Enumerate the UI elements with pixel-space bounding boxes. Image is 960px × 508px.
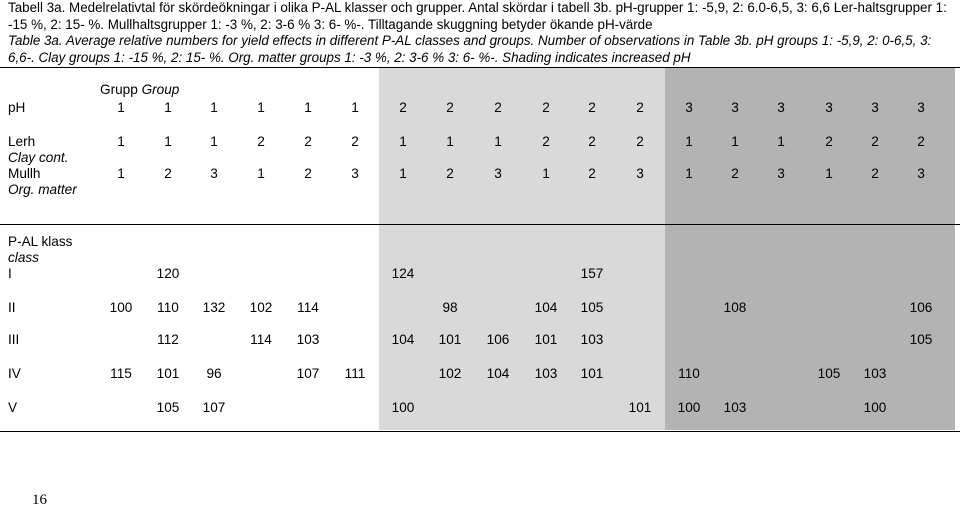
- clay-group-cell: 2: [588, 134, 596, 149]
- relative-yield-cell: 115: [110, 366, 132, 381]
- relative-yield-cell: 100: [391, 400, 415, 415]
- row-label-ph: pH: [8, 100, 26, 115]
- relative-yield-cell: 103: [863, 366, 887, 381]
- org-group-cell: 1: [825, 166, 833, 181]
- org-group-cell: 1: [399, 166, 407, 181]
- relative-yield-cell: 105: [817, 366, 841, 381]
- row-label-org-en: Org. matter: [8, 182, 77, 197]
- relative-yield-cell: 106: [486, 332, 510, 347]
- relative-yield-cell: 124: [391, 266, 415, 281]
- caption-swedish: Tabell 3a. Medelrelativtal för skördeökningar i olika P-AL klasser och grupper. Antal skördar i tabell 3b. pH-grupper 1: -5,9, 2: 6.0-6,5, 3: 6,6 Ler-haltsgrupper 1: -15 %, 2: 15- %. Mullhaltsgrupper 1: -3 %, 2: 3-6 % 3: 6- %-. Tilltagande skuggning betyder ökande pH-värde: [8, 0, 947, 32]
- ph-group-cell: 3: [825, 100, 833, 115]
- page-number: 16: [32, 492, 47, 508]
- ph-group-cell: 1: [304, 100, 312, 115]
- clay-group-cell: 2: [257, 134, 265, 149]
- row-label-pal-sv: P-AL klass: [8, 234, 73, 249]
- org-group-cell: 1: [685, 166, 693, 181]
- ph-group-cell: 1: [117, 100, 125, 115]
- clay-group-cell: 1: [685, 134, 693, 149]
- ph-group-cell: 1: [164, 100, 172, 115]
- section-rule: [0, 224, 960, 225]
- ph-group-cell: 2: [636, 100, 644, 115]
- relative-yield-cell: 112: [157, 332, 179, 347]
- relative-yield-cell: 105: [909, 332, 933, 347]
- relative-yield-cell: 101: [534, 332, 558, 347]
- relative-yield-cell: 100: [109, 300, 133, 315]
- clay-group-cell: 2: [825, 134, 833, 149]
- ph-group-cell: 3: [685, 100, 693, 115]
- relative-yield-cell: 105: [156, 400, 180, 415]
- group-header-sv: Grupp: [100, 82, 138, 97]
- org-group-cell: 1: [257, 166, 265, 181]
- org-group-cell: 3: [636, 166, 644, 181]
- relative-yield-cell: 103: [723, 400, 747, 415]
- row-label-org-sv: Mullh: [8, 166, 41, 181]
- relative-yield-cell: 114: [297, 300, 319, 315]
- group-header-en: Group: [141, 82, 180, 97]
- org-group-cell: 1: [117, 166, 125, 181]
- relative-yield-cell: 107: [202, 400, 226, 415]
- clay-group-cell: 2: [542, 134, 550, 149]
- ph-group-cell: 1: [257, 100, 265, 115]
- relative-yield-cell: 120: [156, 266, 180, 281]
- org-group-cell: 3: [494, 166, 502, 181]
- relative-yield-cell: 106: [909, 300, 933, 315]
- org-group-cell: 2: [871, 166, 879, 181]
- ph-group-cell: 2: [588, 100, 596, 115]
- relative-yield-cell: 103: [534, 366, 558, 381]
- relative-yield-cell: 102: [438, 366, 462, 381]
- org-group-cell: 3: [210, 166, 218, 181]
- clay-group-cell: 1: [494, 134, 502, 149]
- relative-yield-cell: 101: [438, 332, 462, 347]
- row-label-clay-sv: Lerh: [8, 134, 36, 149]
- pal-class-label: I: [8, 266, 12, 281]
- ph-group-cell: 3: [777, 100, 785, 115]
- clay-group-cell: 2: [351, 134, 359, 149]
- ph-shading-ph2: [379, 68, 665, 430]
- relative-yield-cell: 110: [678, 366, 700, 381]
- relative-yield-cell: 102: [249, 300, 273, 315]
- row-label-clay-en: Clay cont.: [8, 150, 69, 165]
- clay-group-cell: 1: [210, 134, 218, 149]
- clay-group-cell: 2: [636, 134, 644, 149]
- relative-yield-cell: 104: [391, 332, 415, 347]
- relative-yield-cell: 105: [580, 300, 604, 315]
- relative-yield-cell: 108: [723, 300, 747, 315]
- relative-yield-cell: 101: [156, 366, 180, 381]
- ph-group-cell: 1: [210, 100, 218, 115]
- clay-group-cell: 1: [164, 134, 172, 149]
- relative-yield-cell: 100: [677, 400, 701, 415]
- clay-group-cell: 1: [117, 134, 125, 149]
- row-label-pal-en: class: [8, 250, 39, 265]
- clay-group-cell: 1: [731, 134, 739, 149]
- caption-english: Table 3a. Average relative numbers for yield effects in different P-AL classes and groups. Number of observations in Table 3b. pH groups 1: -5,9, 2: 0-6,5, 3: 6,6-. Clay groups 1: -15 %, 2: 15- %. Org. matter groups 1: -3 %, 2: 3-6 % 3: 6- %-. Shading indicates increased pH: [8, 33, 932, 65]
- table-caption: [8, 0, 953, 66]
- ph-group-cell: 3: [917, 100, 925, 115]
- pal-class-label: III: [8, 332, 20, 347]
- org-group-cell: 3: [777, 166, 785, 181]
- ph-group-cell: 2: [446, 100, 454, 115]
- org-group-cell: 2: [304, 166, 312, 181]
- clay-group-cell: 1: [399, 134, 407, 149]
- relative-yield-cell: 103: [296, 332, 320, 347]
- ph-group-cell: 2: [542, 100, 550, 115]
- ph-group-cell: 3: [871, 100, 879, 115]
- relative-yield-cell: 100: [863, 400, 887, 415]
- relative-yield-cell: 107: [296, 366, 320, 381]
- org-group-cell: 1: [542, 166, 550, 181]
- relative-yield-cell: 132: [202, 300, 226, 315]
- relative-yield-cell: 101: [628, 400, 652, 415]
- relative-yield-cell: 110: [157, 300, 179, 315]
- clay-group-cell: 1: [446, 134, 454, 149]
- pal-class-label: II: [8, 300, 16, 315]
- relative-yield-cell: 101: [580, 366, 604, 381]
- pal-class-label: IV: [8, 366, 21, 381]
- clay-group-cell: 1: [777, 134, 785, 149]
- group-header: [100, 82, 179, 98]
- relative-yield-cell: 157: [580, 266, 604, 281]
- ph-group-cell: 2: [494, 100, 502, 115]
- relative-yield-cell: 98: [442, 300, 458, 315]
- relative-yield-cell: 111: [344, 366, 366, 381]
- org-group-cell: 2: [164, 166, 172, 181]
- table-bottom-rule: [0, 431, 960, 432]
- relative-yield-cell: 114: [250, 332, 272, 347]
- clay-group-cell: 2: [871, 134, 879, 149]
- relative-yield-cell: 104: [486, 366, 510, 381]
- org-group-cell: 2: [588, 166, 596, 181]
- ph-group-cell: 3: [731, 100, 739, 115]
- org-group-cell: 2: [446, 166, 454, 181]
- org-group-cell: 3: [917, 166, 925, 181]
- relative-yield-cell: 103: [580, 332, 604, 347]
- org-group-cell: 3: [351, 166, 359, 181]
- clay-group-cell: 2: [917, 134, 925, 149]
- pal-class-label: V: [8, 400, 18, 415]
- relative-yield-cell: 96: [206, 366, 222, 381]
- clay-group-cell: 2: [304, 134, 312, 149]
- ph-group-cell: 2: [399, 100, 407, 115]
- ph-group-cell: 1: [351, 100, 359, 115]
- org-group-cell: 2: [731, 166, 739, 181]
- relative-yield-cell: 104: [534, 300, 558, 315]
